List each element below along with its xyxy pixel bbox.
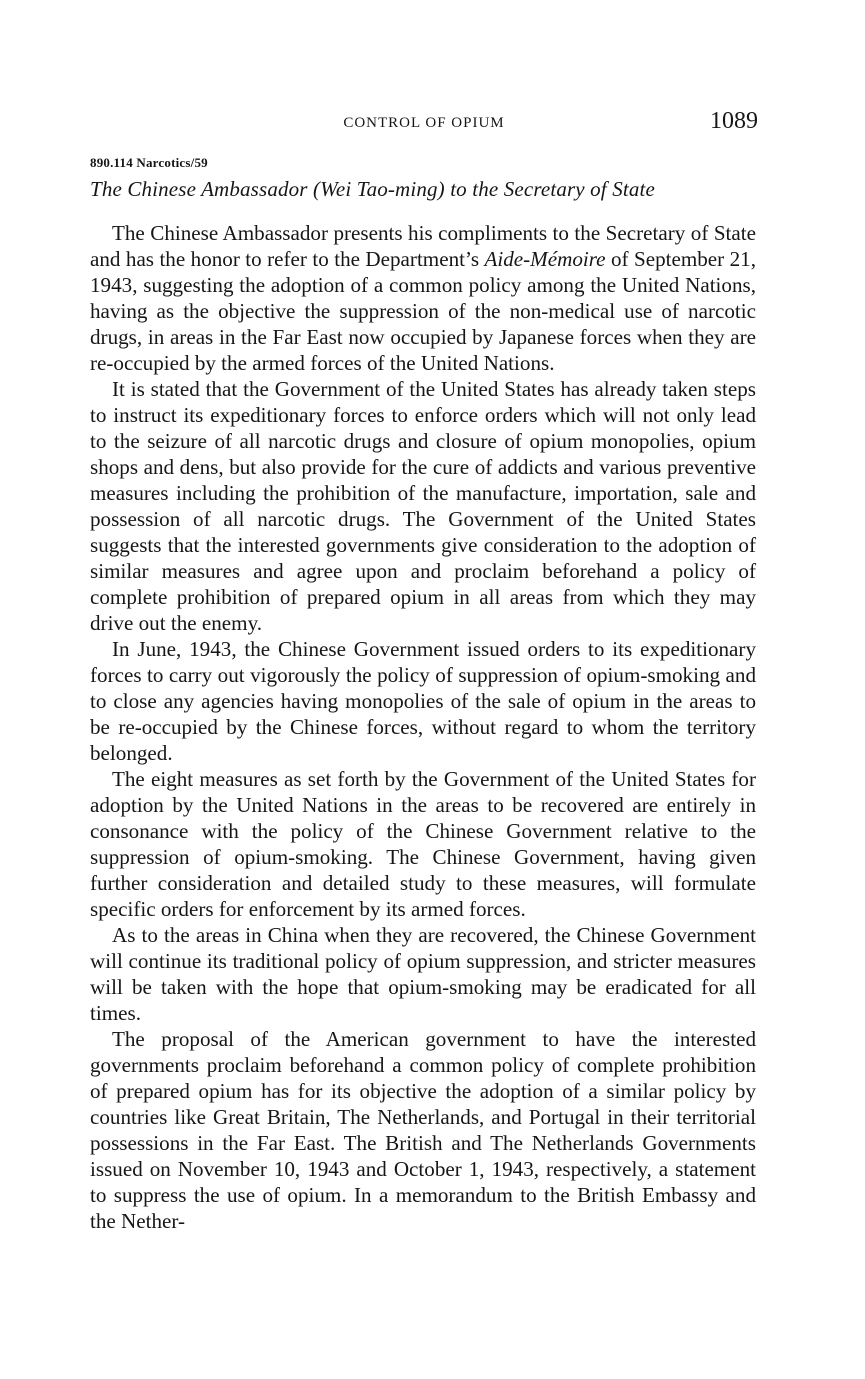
- paragraph: The proposal of the American government to have the interested governments proclaim beforehand a common policy of complete prohibition of prepared opium has for its objective the adoption of a similar policy by countries like Great Britain, The Netherlands, and Portugal in their territorial possessions in the Far East. The British and The Netherlands Governments issued on November 10, 1943 and October 1, 1943, respectively, a statement to suppress the use of opium. In a memorandum to the British Embassy and the Nether-: [90, 1027, 756, 1233]
- page-number: 1089: [710, 108, 758, 134]
- running-header: [90, 108, 758, 140]
- paragraph: [90, 220, 756, 376]
- body-text: [90, 220, 756, 1234]
- paragraph: In June, 1943, the Chinese Government issued orders to its expeditionary forces to carry out vigorously the policy of suppression of opium-smoking and to close any agencies having monopolies of the sale of opium in the areas to be re-occupied by the Chinese forces, without regard to whom the territory belonged.: [90, 637, 756, 765]
- running-title: CONTROL OF OPIUM: [343, 115, 505, 131]
- paragraph: The eight measures as set forth by the Government of the United States for adoption by the United Nations in the areas to be recovered are entirely in consonance with the policy of the Chinese Government relative to the suppression of opium-smoking. The Chinese Government, having given further consideration and detailed study to these measures, will formulate specific orders for enforcement by its armed forces.: [90, 767, 756, 921]
- paragraph-text: The Chinese Ambassador presents his compliments to the Secretary of State and has the honor to refer to the Department’s: [90, 221, 756, 271]
- paragraph-text: of September 21, 1943, suggesting the adoption of a common policy among the United Nations, having as the objective the suppression of the non-medical use of narcotic drugs, in areas in the Far East now occupied by Japanese forces when they are re-occupied by the armed forces of the United Nations.: [90, 247, 756, 375]
- file-reference: 890.114 Narcotics/59: [90, 155, 208, 170]
- paragraph: As to the areas in China when they are recovered, the Chinese Government will continue its traditional policy of opium suppression, and stricter measures will be taken with the hope that opium-smoking may be eradicated for all times.: [90, 923, 756, 1025]
- emphasized-term: Aide-Mémoire: [484, 247, 606, 271]
- paragraph: It is stated that the Government of the United States has already taken steps to instruct its expeditionary forces to enforce orders which will not only lead to the seizure of all narcotic drugs and closure of opium monopolies, opium shops and dens, but also provide for the cure of addicts and various preventive measures including the prohibition of the manufacture, importation, sale and possession of all narcotic drugs. The Government of the United States suggests that the interested governments give consideration to the adoption of similar measures and agree upon and proclaim beforehand a policy of complete prohibition of prepared opium in all areas from which they may drive out the enemy.: [90, 377, 756, 635]
- document-heading: The Chinese Ambassador (Wei Tao-ming) to the Secretary of State: [90, 177, 655, 201]
